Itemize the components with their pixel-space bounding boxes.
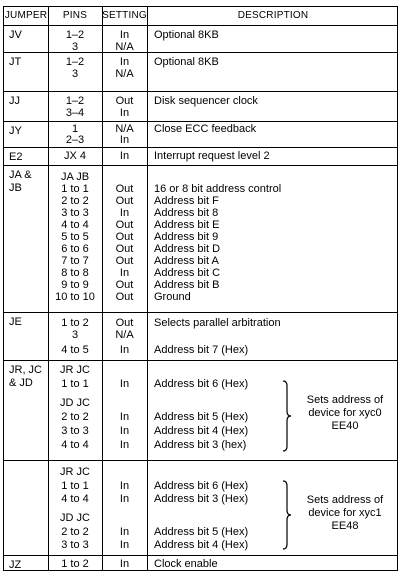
header-jumper: JUMPER [4,10,48,21]
pins-cell: 1–2 [65,95,85,107]
pins-cell: 1 to 1 [61,480,89,492]
setting-cell: In [119,344,130,356]
setting-cell: Out [115,219,134,231]
setting-cell: In [119,267,130,279]
description-cell: Address bit 6 (Hex) [154,378,249,390]
jumper-label: JT [9,56,22,68]
pins-cell: 1 to 1 [61,378,89,390]
description-cell: Clock enable [154,558,218,570]
description-cell: Address bit 5 (Hex) [154,526,249,538]
jumper-label: JE [9,316,22,328]
description-cell: Close ECC feedback [154,123,257,135]
pins-cell: 3 to 3 [61,539,89,551]
description-cell: Address bit B [154,279,220,291]
pins-cell: 1 [71,123,79,135]
row-divider [4,312,397,313]
address-note: device for xyc0 [308,407,382,419]
pins-cell: 7 to 7 [61,255,89,267]
grouping-brace [281,380,293,452]
jumper-label: JY [9,125,22,137]
description-cell: Address bit F [154,195,219,207]
pins-cell: 5 to 5 [61,231,89,243]
setting-cell: Out [115,231,134,243]
pins-cell: 2 to 2 [61,411,89,423]
description-cell: Address bit 8 [154,207,219,219]
header-setting: SETTING [102,10,147,21]
setting-cell: In [119,207,130,219]
jumper-settings-table [3,6,398,571]
jumper-label: JA & [9,169,32,181]
header-pins: PINS [62,10,88,21]
jumper-label: E2 [9,151,23,163]
pins-cell: 2 to 2 [61,526,89,538]
setting-cell: N/A [115,123,134,135]
address-note: Sets address of [306,394,384,406]
pins-cell: 4 to 4 [61,439,89,451]
description-cell: Optional 8KB [154,56,219,68]
setting-cell: Out [115,243,134,255]
address-note: EE40 [331,420,359,432]
setting-cell: In [119,378,130,390]
pins-cell: JR JC [60,466,90,478]
description-cell: Address bit A [154,255,219,267]
setting-cell: In [119,56,130,68]
pins-cell: 6 to 6 [61,243,89,255]
setting-cell: In [119,107,130,119]
setting-cell: In [119,29,130,41]
description-cell: Address bit 6 (Hex) [154,480,249,492]
setting-cell: Out [115,255,134,267]
description-cell: Disk sequencer clock [154,95,258,107]
setting-cell: In [119,493,130,505]
description-cell: Address bit 7 (Hex) [154,344,249,356]
jumper-label: JJ [9,95,20,107]
grouping-brace [281,480,293,550]
pins-cell: 4 to 5 [61,344,89,356]
row-divider [4,555,397,556]
jumper-label: JB [9,182,22,194]
pins-cell: 1 to 2 [61,317,89,329]
pins-cell: 2 to 2 [61,195,89,207]
pins-cell: 1 to 2 [61,558,89,570]
pins-cell: 8 to 8 [61,267,89,279]
jumper-label: & JD [9,377,33,389]
setting-cell: In [119,539,130,551]
description-cell: Address bit E [154,219,220,231]
pins-cell: JD JC [60,512,90,524]
pins-cell: 9 to 9 [61,279,89,291]
pins-cell: 4 to 4 [61,493,89,505]
address-note: device for xyc1 [308,507,382,519]
pins-cell: JR JC [60,364,90,376]
setting-cell: Out [115,291,134,303]
pins-cell: 1 to 1 [61,183,89,195]
setting-cell: N/A [115,41,134,53]
setting-cell: N/A [115,68,134,80]
description-cell: Address bit 9 [154,231,219,243]
pins-cell: JX 4 [63,150,86,162]
setting-cell: In [119,558,130,570]
row-divider [4,91,397,92]
setting-cell: Out [115,195,134,207]
setting-cell: In [119,439,130,451]
description-cell: Address bit 3 (Hex) [154,493,249,505]
description-cell: Address bit 4 (Hex) [154,425,249,437]
row-divider [4,360,397,361]
setting-cell: N/A [115,329,134,341]
row-divider [4,147,397,148]
pins-cell: 4 to 4 [61,219,89,231]
setting-cell: In [119,411,130,423]
description-cell: Address bit 3 (hex) [154,439,247,451]
address-note: Sets address of [306,494,384,506]
jumper-label: JV [9,29,22,41]
pins-cell: JA JB [60,171,90,183]
setting-cell: In [119,480,130,492]
setting-cell: Out [115,279,134,291]
pins-cell: 1–2 [65,56,85,68]
setting-cell: In [119,526,130,538]
pins-cell: 3–4 [65,107,85,119]
pins-cell: 3 [71,41,79,53]
setting-cell: In [119,150,130,162]
description-cell: 16 or 8 bit address control [154,183,282,195]
pins-cell: 3 [71,68,79,80]
setting-cell: Out [115,317,134,329]
description-cell: Interrupt request level 2 [154,150,270,162]
setting-cell: Out [115,183,134,195]
description-cell: Selects parallel arbitration [154,317,281,329]
address-note: EE48 [331,520,359,532]
setting-cell: In [119,134,130,146]
description-cell: Address bit 5 (Hex) [154,411,249,423]
description-cell: Optional 8KB [154,29,219,41]
header-description: DESCRIPTION [237,10,309,21]
row-divider [4,121,397,122]
pins-cell: 3 [71,329,79,341]
row-divider [4,165,397,166]
header-divider [4,25,397,26]
pins-cell: 2–3 [65,134,85,146]
pins-cell: 10 to 10 [55,291,95,303]
setting-cell: In [119,425,130,437]
description-cell: Address bit C [154,267,221,279]
pins-cell: 3 to 3 [61,425,89,437]
description-cell: Ground [154,291,191,303]
jumper-label: JZ [9,559,22,571]
pins-cell: JD JC [60,397,90,409]
description-cell: Address bit 4 (Hex) [154,539,249,551]
jumper-label: JR, JC [9,364,42,376]
pins-cell: 3 to 3 [61,207,89,219]
setting-cell: Out [115,95,134,107]
row-divider [4,460,397,461]
description-cell: Address bit D [154,243,221,255]
pins-cell: 1–2 [65,29,85,41]
